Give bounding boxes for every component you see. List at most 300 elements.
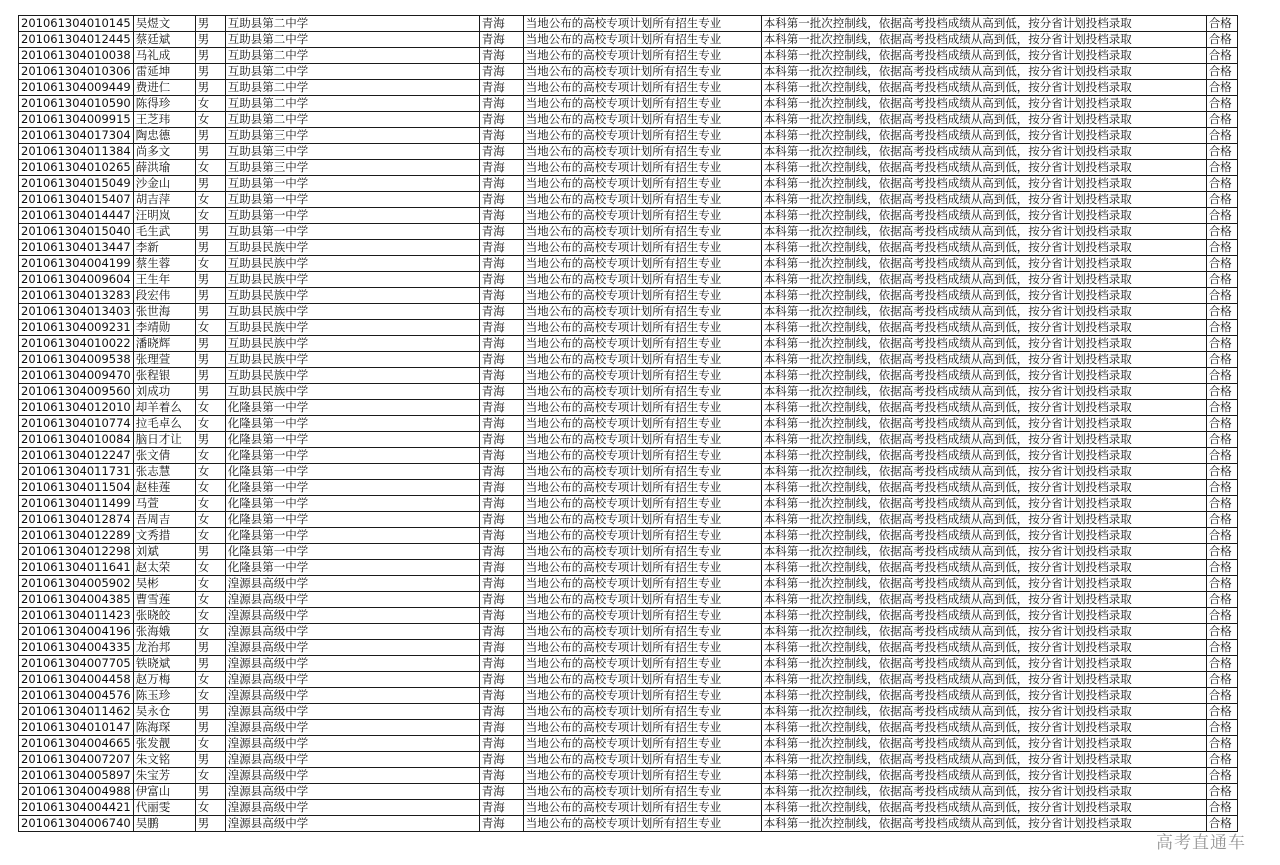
school-cell: 互助县民族中学 — [225, 304, 479, 320]
exam-number-cell: 201061304004385 — [19, 592, 134, 608]
province-cell: 青海 — [479, 768, 523, 784]
gender-cell: 男 — [195, 144, 225, 160]
table-row — [19, 240, 1238, 256]
exam-number-cell: 201061304017304 — [19, 128, 134, 144]
gender-cell: 男 — [195, 720, 225, 736]
table-row — [19, 528, 1238, 544]
table-row — [19, 640, 1238, 656]
exam-number-cell: 201061304010038 — [19, 48, 134, 64]
name-cell: 雷延坤 — [133, 64, 195, 80]
gender-cell: 男 — [195, 80, 225, 96]
province-cell: 青海 — [479, 384, 523, 400]
result-cell: 合格 — [1206, 528, 1237, 544]
major-cell: 当地公布的高校专项计划所有招生专业 — [523, 192, 761, 208]
name-cell: 蔡生蓉 — [133, 256, 195, 272]
policy-cell: 本科第一批次控制线，依据高考投档成绩从高到低，按分省计划投档录取 — [761, 640, 1206, 656]
gender-cell: 男 — [195, 64, 225, 80]
table-row — [19, 672, 1238, 688]
school-cell: 互助县民族中学 — [225, 336, 479, 352]
exam-number-cell: 201061304015407 — [19, 192, 134, 208]
major-cell: 当地公布的高校专项计划所有招生专业 — [523, 560, 761, 576]
result-cell: 合格 — [1206, 160, 1237, 176]
policy-cell: 本科第一批次控制线，依据高考投档成绩从高到低，按分省计划投档录取 — [761, 560, 1206, 576]
major-cell: 当地公布的高校专项计划所有招生专业 — [523, 416, 761, 432]
exam-number-cell: 201061304010590 — [19, 96, 134, 112]
gender-cell: 男 — [195, 48, 225, 64]
province-cell: 青海 — [479, 672, 523, 688]
major-cell: 当地公布的高校专项计划所有招生专业 — [523, 144, 761, 160]
exam-number-cell: 201061304007705 — [19, 656, 134, 672]
major-cell: 当地公布的高校专项计划所有招生专业 — [523, 320, 761, 336]
name-cell: 刘成功 — [133, 384, 195, 400]
policy-cell: 本科第一批次控制线，依据高考投档成绩从高到低，按分省计划投档录取 — [761, 32, 1206, 48]
province-cell: 青海 — [479, 416, 523, 432]
policy-cell: 本科第一批次控制线，依据高考投档成绩从高到低，按分省计划投档录取 — [761, 144, 1206, 160]
major-cell: 当地公布的高校专项计划所有招生专业 — [523, 16, 761, 32]
result-cell: 合格 — [1206, 64, 1237, 80]
school-cell: 化隆县第一中学 — [225, 560, 479, 576]
result-cell: 合格 — [1206, 464, 1237, 480]
table-row — [19, 304, 1238, 320]
name-cell: 脑日才让 — [133, 432, 195, 448]
province-cell: 青海 — [479, 336, 523, 352]
result-cell: 合格 — [1206, 704, 1237, 720]
gender-cell: 男 — [195, 752, 225, 768]
major-cell: 当地公布的高校专项计划所有招生专业 — [523, 96, 761, 112]
province-cell: 青海 — [479, 352, 523, 368]
school-cell: 化隆县第一中学 — [225, 448, 479, 464]
policy-cell: 本科第一批次控制线，依据高考投档成绩从高到低，按分省计划投档录取 — [761, 304, 1206, 320]
exam-number-cell: 201061304009449 — [19, 80, 134, 96]
province-cell: 青海 — [479, 224, 523, 240]
province-cell: 青海 — [479, 192, 523, 208]
policy-cell: 本科第一批次控制线，依据高考投档成绩从高到低，按分省计划投档录取 — [761, 272, 1206, 288]
result-cell: 合格 — [1206, 96, 1237, 112]
province-cell: 青海 — [479, 736, 523, 752]
name-cell: 铁晓斌 — [133, 656, 195, 672]
school-cell: 化隆县第一中学 — [225, 544, 479, 560]
table-row — [19, 288, 1238, 304]
major-cell: 当地公布的高校专项计划所有招生专业 — [523, 752, 761, 768]
result-cell: 合格 — [1206, 624, 1237, 640]
policy-cell: 本科第一批次控制线，依据高考投档成绩从高到低，按分省计划投档录取 — [761, 800, 1206, 816]
name-cell: 潘晓辉 — [133, 336, 195, 352]
policy-cell: 本科第一批次控制线，依据高考投档成绩从高到低，按分省计划投档录取 — [761, 80, 1206, 96]
exam-number-cell: 201061304005902 — [19, 576, 134, 592]
province-cell: 青海 — [479, 512, 523, 528]
gender-cell: 女 — [195, 592, 225, 608]
policy-cell: 本科第一批次控制线，依据高考投档成绩从高到低，按分省计划投档录取 — [761, 352, 1206, 368]
exam-number-cell: 201061304004335 — [19, 640, 134, 656]
gender-cell: 男 — [195, 432, 225, 448]
gender-cell: 女 — [195, 96, 225, 112]
policy-cell: 本科第一批次控制线，依据高考投档成绩从高到低，按分省计划投档录取 — [761, 96, 1206, 112]
exam-number-cell: 201061304015049 — [19, 176, 134, 192]
province-cell: 青海 — [479, 544, 523, 560]
result-cell: 合格 — [1206, 768, 1237, 784]
exam-number-cell: 201061304009604 — [19, 272, 134, 288]
name-cell: 代丽雯 — [133, 800, 195, 816]
school-cell: 互助县第三中学 — [225, 128, 479, 144]
major-cell: 当地公布的高校专项计划所有招生专业 — [523, 704, 761, 720]
major-cell: 当地公布的高校专项计划所有招生专业 — [523, 768, 761, 784]
gender-cell: 男 — [195, 176, 225, 192]
admission-table — [18, 15, 1238, 832]
table-row — [19, 816, 1238, 832]
policy-cell: 本科第一批次控制线，依据高考投档成绩从高到低，按分省计划投档录取 — [761, 256, 1206, 272]
province-cell: 青海 — [479, 208, 523, 224]
province-cell: 青海 — [479, 80, 523, 96]
policy-cell: 本科第一批次控制线，依据高考投档成绩从高到低，按分省计划投档录取 — [761, 512, 1206, 528]
result-cell: 合格 — [1206, 368, 1237, 384]
gender-cell: 男 — [195, 368, 225, 384]
table-row — [19, 576, 1238, 592]
school-cell: 化隆县第一中学 — [225, 400, 479, 416]
province-cell: 青海 — [479, 16, 523, 32]
result-cell: 合格 — [1206, 144, 1237, 160]
exam-number-cell: 201061304012010 — [19, 400, 134, 416]
exam-number-cell: 201061304011384 — [19, 144, 134, 160]
major-cell: 当地公布的高校专项计划所有招生专业 — [523, 528, 761, 544]
policy-cell: 本科第一批次控制线，依据高考投档成绩从高到低，按分省计划投档录取 — [761, 384, 1206, 400]
school-cell: 互助县民族中学 — [225, 368, 479, 384]
province-cell: 青海 — [479, 432, 523, 448]
major-cell: 当地公布的高校专项计划所有招生专业 — [523, 656, 761, 672]
result-cell: 合格 — [1206, 448, 1237, 464]
result-cell: 合格 — [1206, 384, 1237, 400]
major-cell: 当地公布的高校专项计划所有招生专业 — [523, 400, 761, 416]
province-cell: 青海 — [479, 256, 523, 272]
table-row — [19, 256, 1238, 272]
province-cell: 青海 — [479, 304, 523, 320]
table-row — [19, 144, 1238, 160]
policy-cell: 本科第一批次控制线，依据高考投档成绩从高到低，按分省计划投档录取 — [761, 224, 1206, 240]
province-cell: 青海 — [479, 560, 523, 576]
gender-cell: 女 — [195, 560, 225, 576]
result-cell: 合格 — [1206, 288, 1237, 304]
name-cell: 王生年 — [133, 272, 195, 288]
policy-cell: 本科第一批次控制线，依据高考投档成绩从高到低，按分省计划投档录取 — [761, 368, 1206, 384]
school-cell: 湟源县高级中学 — [225, 816, 479, 832]
school-cell: 湟源县高级中学 — [225, 656, 479, 672]
province-cell: 青海 — [479, 784, 523, 800]
province-cell: 青海 — [479, 112, 523, 128]
policy-cell: 本科第一批次控制线，依据高考投档成绩从高到低，按分省计划投档录取 — [761, 592, 1206, 608]
province-cell: 青海 — [479, 464, 523, 480]
province-cell: 青海 — [479, 576, 523, 592]
major-cell: 当地公布的高校专项计划所有招生专业 — [523, 368, 761, 384]
school-cell: 互助县第一中学 — [225, 176, 479, 192]
policy-cell: 本科第一批次控制线，依据高考投档成绩从高到低，按分省计划投档录取 — [761, 176, 1206, 192]
school-cell: 湟源县高级中学 — [225, 592, 479, 608]
gender-cell: 女 — [195, 400, 225, 416]
major-cell: 当地公布的高校专项计划所有招生专业 — [523, 624, 761, 640]
policy-cell: 本科第一批次控制线，依据高考投档成绩从高到低，按分省计划投档录取 — [761, 576, 1206, 592]
gender-cell: 女 — [195, 464, 225, 480]
exam-number-cell: 201061304011641 — [19, 560, 134, 576]
exam-number-cell: 201061304009538 — [19, 352, 134, 368]
major-cell: 当地公布的高校专项计划所有招生专业 — [523, 32, 761, 48]
name-cell: 赵万梅 — [133, 672, 195, 688]
name-cell: 马礼成 — [133, 48, 195, 64]
major-cell: 当地公布的高校专项计划所有招生专业 — [523, 272, 761, 288]
gender-cell: 女 — [195, 448, 225, 464]
exam-number-cell: 201061304012247 — [19, 448, 134, 464]
table-row — [19, 336, 1238, 352]
table-row — [19, 112, 1238, 128]
watermark: 高考直通车 — [1156, 833, 1246, 853]
major-cell: 当地公布的高校专项计划所有招生专业 — [523, 432, 761, 448]
name-cell: 张程银 — [133, 368, 195, 384]
exam-number-cell: 201061304010265 — [19, 160, 134, 176]
province-cell: 青海 — [479, 32, 523, 48]
exam-number-cell: 201061304015040 — [19, 224, 134, 240]
major-cell: 当地公布的高校专项计划所有招生专业 — [523, 496, 761, 512]
result-cell: 合格 — [1206, 128, 1237, 144]
result-cell: 合格 — [1206, 224, 1237, 240]
province-cell: 青海 — [479, 176, 523, 192]
name-cell: 伊富山 — [133, 784, 195, 800]
name-cell: 吴永仓 — [133, 704, 195, 720]
major-cell: 当地公布的高校专项计划所有招生专业 — [523, 608, 761, 624]
result-cell: 合格 — [1206, 560, 1237, 576]
school-cell: 互助县第二中学 — [225, 96, 479, 112]
result-cell: 合格 — [1206, 432, 1237, 448]
table-row — [19, 736, 1238, 752]
name-cell: 吴煜文 — [133, 16, 195, 32]
exam-number-cell: 201061304013447 — [19, 240, 134, 256]
province-cell: 青海 — [479, 720, 523, 736]
exam-number-cell: 201061304004199 — [19, 256, 134, 272]
gender-cell: 女 — [195, 496, 225, 512]
result-cell: 合格 — [1206, 32, 1237, 48]
major-cell: 当地公布的高校专项计划所有招生专业 — [523, 448, 761, 464]
table-row — [19, 800, 1238, 816]
gender-cell: 女 — [195, 800, 225, 816]
major-cell: 当地公布的高校专项计划所有招生专业 — [523, 784, 761, 800]
gender-cell: 男 — [195, 32, 225, 48]
province-cell: 青海 — [479, 816, 523, 832]
school-cell: 互助县民族中学 — [225, 384, 479, 400]
table-row — [19, 512, 1238, 528]
result-cell: 合格 — [1206, 240, 1237, 256]
gender-cell: 男 — [195, 240, 225, 256]
result-cell: 合格 — [1206, 576, 1237, 592]
exam-number-cell: 201061304004988 — [19, 784, 134, 800]
exam-number-cell: 201061304012874 — [19, 512, 134, 528]
name-cell: 吴彬 — [133, 576, 195, 592]
name-cell: 吴鹏 — [133, 816, 195, 832]
policy-cell: 本科第一批次控制线，依据高考投档成绩从高到低，按分省计划投档录取 — [761, 288, 1206, 304]
major-cell: 当地公布的高校专项计划所有招生专业 — [523, 512, 761, 528]
table-row — [19, 720, 1238, 736]
table-row — [19, 32, 1238, 48]
school-cell: 互助县第一中学 — [225, 224, 479, 240]
exam-number-cell: 201061304010145 — [19, 16, 134, 32]
school-cell: 互助县民族中学 — [225, 320, 479, 336]
policy-cell: 本科第一批次控制线，依据高考投档成绩从高到低，按分省计划投档录取 — [761, 704, 1206, 720]
result-cell: 合格 — [1206, 272, 1237, 288]
exam-number-cell: 201061304011423 — [19, 608, 134, 624]
policy-cell: 本科第一批次控制线，依据高考投档成绩从高到低，按分省计划投档录取 — [761, 240, 1206, 256]
school-cell: 湟源县高级中学 — [225, 784, 479, 800]
gender-cell: 女 — [195, 112, 225, 128]
result-cell: 合格 — [1206, 512, 1237, 528]
school-cell: 互助县第三中学 — [225, 160, 479, 176]
table-row — [19, 400, 1238, 416]
province-cell: 青海 — [479, 160, 523, 176]
major-cell: 当地公布的高校专项计划所有招生专业 — [523, 816, 761, 832]
name-cell: 李新 — [133, 240, 195, 256]
school-cell: 互助县第二中学 — [225, 64, 479, 80]
name-cell: 赵太荣 — [133, 560, 195, 576]
name-cell: 朱文铭 — [133, 752, 195, 768]
name-cell: 张世海 — [133, 304, 195, 320]
table-row — [19, 224, 1238, 240]
name-cell: 陈玉珍 — [133, 688, 195, 704]
result-cell: 合格 — [1206, 400, 1237, 416]
exam-number-cell: 201061304010022 — [19, 336, 134, 352]
gender-cell: 男 — [195, 304, 225, 320]
province-cell: 青海 — [479, 640, 523, 656]
policy-cell: 本科第一批次控制线，依据高考投档成绩从高到低，按分省计划投档录取 — [761, 16, 1206, 32]
result-cell: 合格 — [1206, 592, 1237, 608]
name-cell: 马萱 — [133, 496, 195, 512]
province-cell: 青海 — [479, 288, 523, 304]
major-cell: 当地公布的高校专项计划所有招生专业 — [523, 48, 761, 64]
gender-cell: 男 — [195, 544, 225, 560]
result-cell: 合格 — [1206, 352, 1237, 368]
policy-cell: 本科第一批次控制线，依据高考投档成绩从高到低，按分省计划投档录取 — [761, 400, 1206, 416]
table-row — [19, 48, 1238, 64]
admission-list-sheet — [18, 15, 1238, 832]
school-cell: 化隆县第一中学 — [225, 416, 479, 432]
school-cell: 互助县民族中学 — [225, 240, 479, 256]
table-row — [19, 480, 1238, 496]
policy-cell: 本科第一批次控制线，依据高考投档成绩从高到低，按分省计划投档录取 — [761, 624, 1206, 640]
result-cell: 合格 — [1206, 496, 1237, 512]
policy-cell: 本科第一批次控制线，依据高考投档成绩从高到低，按分省计划投档录取 — [761, 784, 1206, 800]
gender-cell: 男 — [195, 352, 225, 368]
gender-cell: 女 — [195, 192, 225, 208]
name-cell: 陶忠德 — [133, 128, 195, 144]
name-cell: 薛洪瑜 — [133, 160, 195, 176]
policy-cell: 本科第一批次控制线，依据高考投档成绩从高到低，按分省计划投档录取 — [761, 192, 1206, 208]
table-row — [19, 208, 1238, 224]
table-row — [19, 464, 1238, 480]
result-cell: 合格 — [1206, 192, 1237, 208]
gender-cell: 女 — [195, 320, 225, 336]
exam-number-cell: 201061304006740 — [19, 816, 134, 832]
school-cell: 湟源县高级中学 — [225, 576, 479, 592]
exam-number-cell: 201061304013283 — [19, 288, 134, 304]
province-cell: 青海 — [479, 704, 523, 720]
province-cell: 青海 — [479, 608, 523, 624]
result-cell: 合格 — [1206, 672, 1237, 688]
province-cell: 青海 — [479, 656, 523, 672]
gender-cell: 女 — [195, 688, 225, 704]
result-cell: 合格 — [1206, 816, 1237, 832]
gender-cell: 女 — [195, 512, 225, 528]
result-cell: 合格 — [1206, 752, 1237, 768]
table-row — [19, 352, 1238, 368]
name-cell: 却羊着么 — [133, 400, 195, 416]
result-cell: 合格 — [1206, 640, 1237, 656]
name-cell: 陈海琛 — [133, 720, 195, 736]
school-cell: 互助县第二中学 — [225, 112, 479, 128]
school-cell: 湟源县高级中学 — [225, 720, 479, 736]
major-cell: 当地公布的高校专项计划所有招生专业 — [523, 640, 761, 656]
exam-number-cell: 201061304011499 — [19, 496, 134, 512]
province-cell: 青海 — [479, 528, 523, 544]
policy-cell: 本科第一批次控制线，依据高考投档成绩从高到低，按分省计划投档录取 — [761, 544, 1206, 560]
major-cell: 当地公布的高校专项计划所有招生专业 — [523, 288, 761, 304]
province-cell: 青海 — [479, 800, 523, 816]
policy-cell: 本科第一批次控制线，依据高考投档成绩从高到低，按分省计划投档录取 — [761, 480, 1206, 496]
policy-cell: 本科第一批次控制线，依据高考投档成绩从高到低，按分省计划投档录取 — [761, 464, 1206, 480]
major-cell: 当地公布的高校专项计划所有招生专业 — [523, 208, 761, 224]
school-cell: 互助县第一中学 — [225, 208, 479, 224]
table-row — [19, 768, 1238, 784]
school-cell: 湟源县高级中学 — [225, 688, 479, 704]
name-cell: 蔡廷斌 — [133, 32, 195, 48]
name-cell: 张文倩 — [133, 448, 195, 464]
province-cell: 青海 — [479, 272, 523, 288]
table-body — [19, 16, 1238, 832]
policy-cell: 本科第一批次控制线，依据高考投档成绩从高到低，按分省计划投档录取 — [761, 320, 1206, 336]
exam-number-cell: 201061304009470 — [19, 368, 134, 384]
gender-cell: 女 — [195, 256, 225, 272]
exam-number-cell: 201061304010774 — [19, 416, 134, 432]
gender-cell: 男 — [195, 336, 225, 352]
school-cell: 化隆县第一中学 — [225, 512, 479, 528]
name-cell: 龙治邦 — [133, 640, 195, 656]
table-row — [19, 192, 1238, 208]
table-row — [19, 176, 1238, 192]
school-cell: 湟源县高级中学 — [225, 736, 479, 752]
name-cell: 尚多文 — [133, 144, 195, 160]
result-cell: 合格 — [1206, 480, 1237, 496]
major-cell: 当地公布的高校专项计划所有招生专业 — [523, 304, 761, 320]
major-cell: 当地公布的高校专项计划所有招生专业 — [523, 256, 761, 272]
policy-cell: 本科第一批次控制线，依据高考投档成绩从高到低，按分省计划投档录取 — [761, 688, 1206, 704]
exam-number-cell: 201061304010306 — [19, 64, 134, 80]
gender-cell: 男 — [195, 640, 225, 656]
province-cell: 青海 — [479, 96, 523, 112]
school-cell: 湟源县高级中学 — [225, 752, 479, 768]
province-cell: 青海 — [479, 496, 523, 512]
school-cell: 互助县第二中学 — [225, 80, 479, 96]
result-cell: 合格 — [1206, 784, 1237, 800]
table-row — [19, 784, 1238, 800]
gender-cell: 女 — [195, 480, 225, 496]
province-cell: 青海 — [479, 592, 523, 608]
table-row — [19, 448, 1238, 464]
table-row — [19, 64, 1238, 80]
policy-cell: 本科第一批次控制线，依据高考投档成绩从高到低，按分省计划投档录取 — [761, 608, 1206, 624]
policy-cell: 本科第一批次控制线，依据高考投档成绩从高到低，按分省计划投档录取 — [761, 720, 1206, 736]
result-cell: 合格 — [1206, 416, 1237, 432]
major-cell: 当地公布的高校专项计划所有招生专业 — [523, 544, 761, 560]
gender-cell: 女 — [195, 608, 225, 624]
gender-cell: 男 — [195, 16, 225, 32]
table-row — [19, 128, 1238, 144]
table-row — [19, 320, 1238, 336]
result-cell: 合格 — [1206, 256, 1237, 272]
province-cell: 青海 — [479, 64, 523, 80]
school-cell: 湟源县高级中学 — [225, 608, 479, 624]
province-cell: 青海 — [479, 752, 523, 768]
